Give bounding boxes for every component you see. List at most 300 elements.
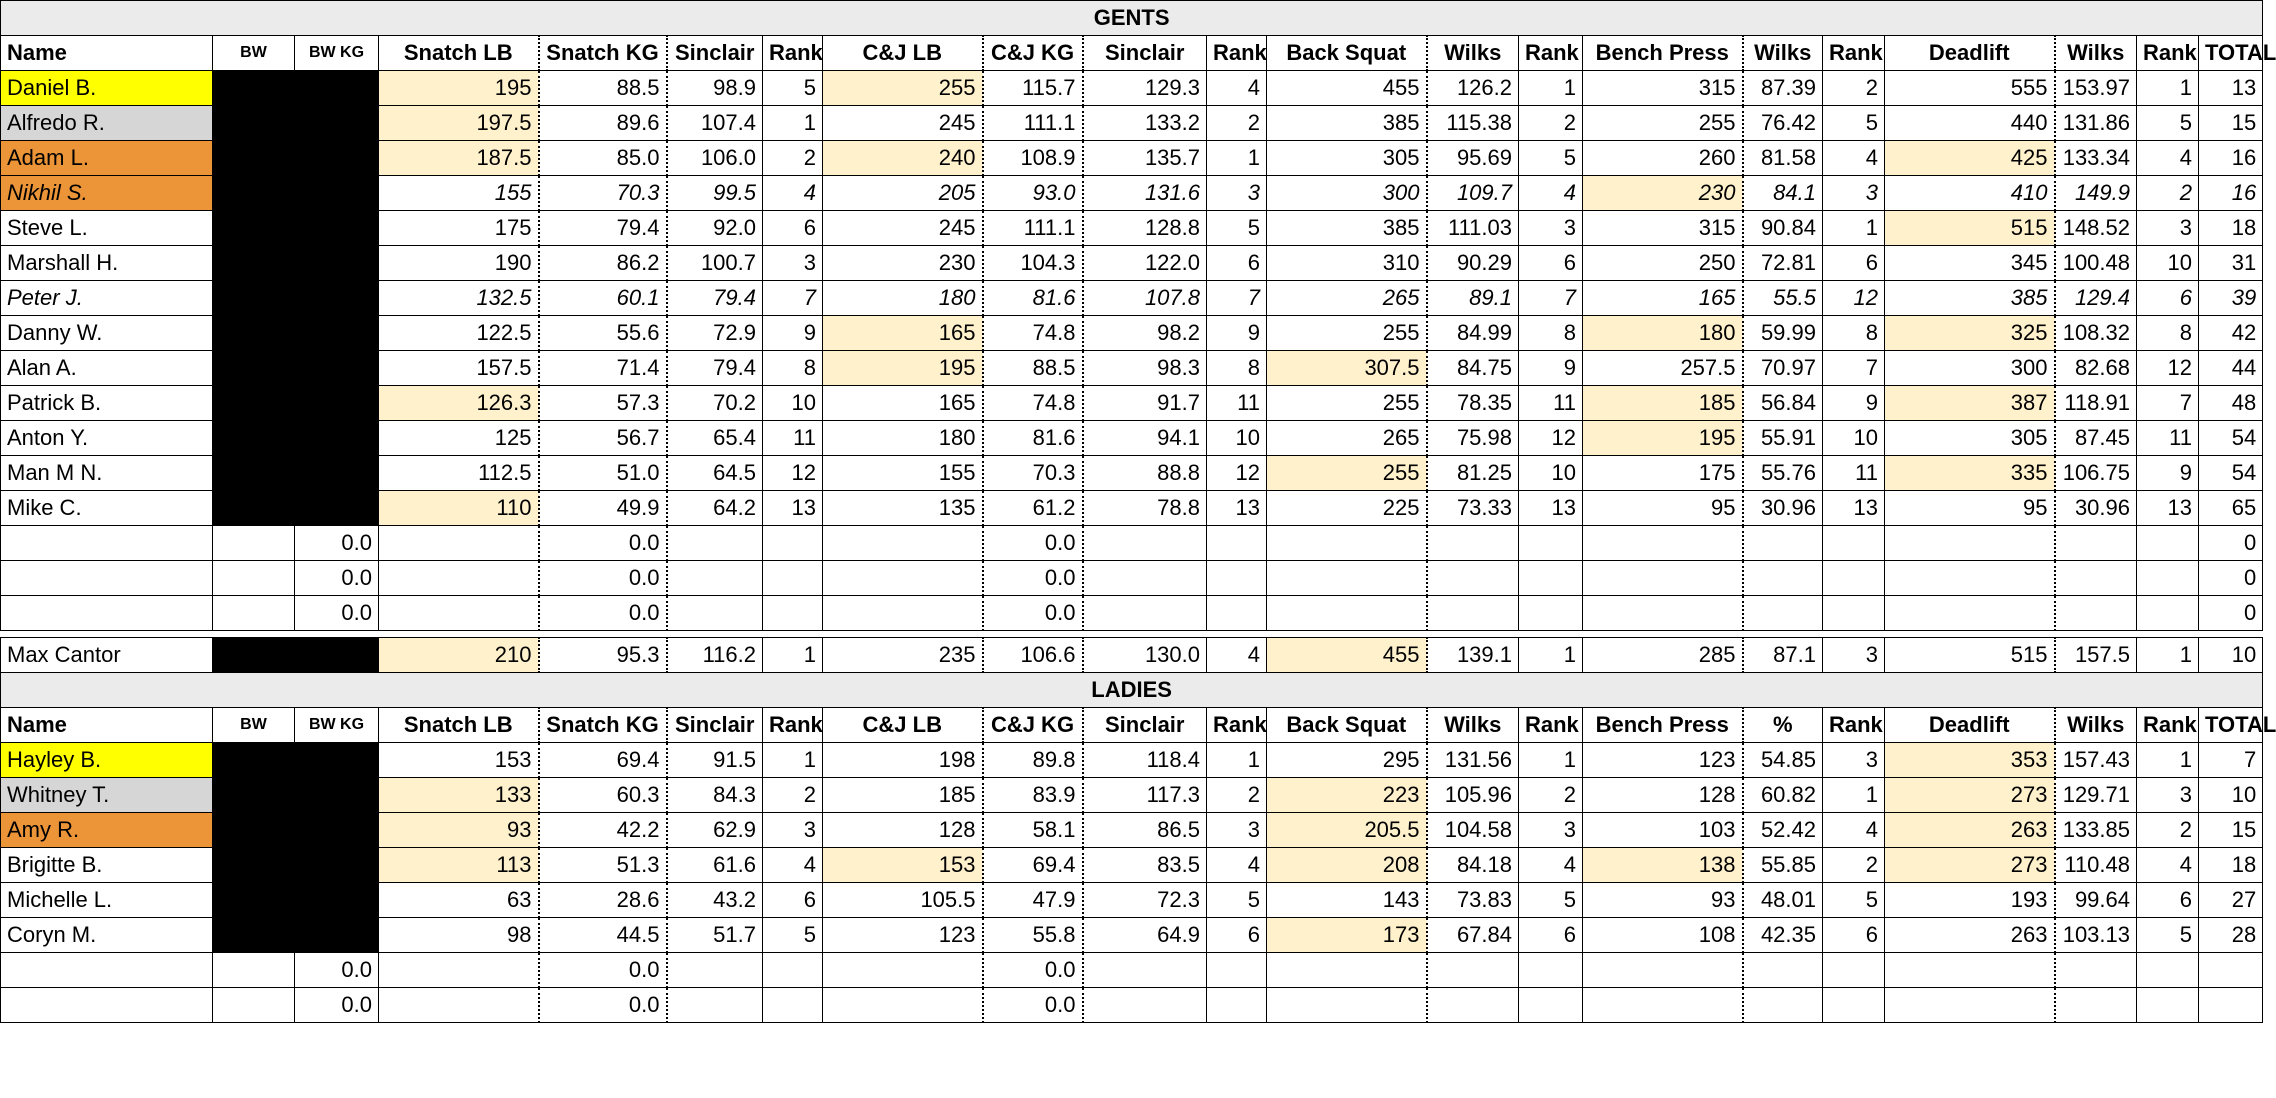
rank-cell[interactable]: 4 (1823, 141, 1885, 176)
rank-cell[interactable] (1519, 561, 1583, 596)
header-rank[interactable]: Rank (1519, 36, 1583, 71)
rank-cell[interactable] (763, 953, 823, 988)
header-deadlift[interactable]: Deadlift (1885, 36, 2055, 71)
athlete-name-cell[interactable]: Daniel B. (1, 71, 213, 106)
back-squat-cell[interactable]: 305 (1267, 141, 1427, 176)
athlete-name-cell[interactable]: Alan A. (1, 351, 213, 386)
redacted-bodyweight-cell[interactable] (213, 491, 295, 526)
bw-kg-cell[interactable]: 0.0 (295, 561, 379, 596)
rank-cell[interactable]: 8 (1519, 316, 1583, 351)
athlete-name-cell[interactable]: Mike C. (1, 491, 213, 526)
wilks-cell[interactable] (2055, 526, 2137, 561)
snatch-kg-cell[interactable]: 89.6 (539, 106, 667, 141)
rank-cell[interactable]: 7 (1519, 281, 1583, 316)
rank-cell[interactable]: 10 (1519, 456, 1583, 491)
rank-cell[interactable]: 1 (763, 106, 823, 141)
back-squat-cell[interactable]: 385 (1267, 211, 1427, 246)
rank-cell[interactable]: 11 (1207, 386, 1267, 421)
bench-press-cell[interactable]: 315 (1583, 211, 1743, 246)
rank-cell[interactable] (2137, 561, 2199, 596)
rank-cell[interactable]: 5 (2137, 106, 2199, 141)
back-squat-cell[interactable]: 300 (1267, 176, 1427, 211)
cj-lb-cell[interactable]: 155 (823, 456, 983, 491)
header-wilks[interactable]: % (1743, 708, 1823, 743)
bw-cell[interactable] (213, 988, 295, 1023)
deadlift-cell[interactable]: 193 (1885, 883, 2055, 918)
athlete-name-cell[interactable]: Man M N. (1, 456, 213, 491)
total-cell[interactable]: 44 (2199, 351, 2263, 386)
sinclair-cell[interactable] (667, 596, 763, 631)
header-rank[interactable]: Rank (1207, 708, 1267, 743)
wilks-cell[interactable]: 139.1 (1427, 638, 1519, 673)
athlete-name-cell[interactable]: Brigitte B. (1, 848, 213, 883)
rank-cell[interactable] (1823, 561, 1885, 596)
total-cell[interactable]: 39 (2199, 281, 2263, 316)
rank-cell[interactable]: 1 (1207, 141, 1267, 176)
total-cell[interactable] (2199, 988, 2263, 1023)
total-cell[interactable] (2199, 953, 2263, 988)
snatch-lb-cell[interactable]: 155 (379, 176, 539, 211)
rank-cell[interactable]: 1 (763, 638, 823, 673)
snatch-lb-cell[interactable]: 153 (379, 743, 539, 778)
bench-press-cell[interactable] (1583, 526, 1743, 561)
athlete-name-cell[interactable]: Hayley B. (1, 743, 213, 778)
bench-press-cell[interactable]: 285 (1583, 638, 1743, 673)
rank-cell[interactable]: 5 (763, 71, 823, 106)
deadlift-cell[interactable]: 273 (1885, 848, 2055, 883)
cj-lb-cell[interactable]: 205 (823, 176, 983, 211)
bench-press-cell[interactable]: 165 (1583, 281, 1743, 316)
rank-cell[interactable]: 11 (1519, 386, 1583, 421)
rank-cell[interactable]: 6 (1519, 246, 1583, 281)
snatch-kg-cell[interactable]: 55.6 (539, 316, 667, 351)
deadlift-cell[interactable]: 555 (1885, 71, 2055, 106)
rank-cell[interactable]: 3 (1823, 176, 1885, 211)
wilks-cell[interactable]: 72.81 (1743, 246, 1823, 281)
header-cj-lb[interactable]: C&J LB (823, 708, 983, 743)
redacted-bodyweight-cell[interactable] (295, 918, 379, 953)
wilks-cell[interactable]: 157.43 (2055, 743, 2137, 778)
rank-cell[interactable] (763, 526, 823, 561)
bench-press-cell[interactable]: 230 (1583, 176, 1743, 211)
back-squat-cell[interactable]: 143 (1267, 883, 1427, 918)
redacted-bodyweight-cell[interactable] (295, 351, 379, 386)
cj-lb-cell[interactable] (823, 561, 983, 596)
rank-cell[interactable]: 4 (1823, 813, 1885, 848)
back-squat-cell[interactable]: 295 (1267, 743, 1427, 778)
snatch-kg-cell[interactable]: 0.0 (539, 526, 667, 561)
wilks-cell[interactable]: 108.32 (2055, 316, 2137, 351)
redacted-bodyweight-cell[interactable] (213, 246, 295, 281)
wilks-cell[interactable]: 149.9 (2055, 176, 2137, 211)
sinclair-cell[interactable]: 72.3 (1083, 883, 1207, 918)
bench-press-cell[interactable]: 315 (1583, 71, 1743, 106)
athlete-name-cell[interactable]: Whitney T. (1, 778, 213, 813)
redacted-bodyweight-cell[interactable] (213, 883, 295, 918)
header-cj-lb[interactable]: C&J LB (823, 36, 983, 71)
wilks-cell[interactable] (1427, 526, 1519, 561)
wilks-cell[interactable]: 84.18 (1427, 848, 1519, 883)
cj-lb-cell[interactable]: 245 (823, 106, 983, 141)
wilks-cell[interactable] (1743, 561, 1823, 596)
bench-press-cell[interactable]: 250 (1583, 246, 1743, 281)
rank-cell[interactable]: 6 (1207, 246, 1267, 281)
sinclair-cell[interactable] (667, 953, 763, 988)
rank-cell[interactable] (1207, 526, 1267, 561)
rank-cell[interactable]: 11 (763, 421, 823, 456)
cj-kg-cell[interactable]: 74.8 (983, 386, 1083, 421)
cj-lb-cell[interactable]: 180 (823, 421, 983, 456)
back-squat-cell[interactable] (1267, 953, 1427, 988)
deadlift-cell[interactable]: 335 (1885, 456, 2055, 491)
wilks-cell[interactable]: 52.42 (1743, 813, 1823, 848)
sinclair-cell[interactable]: 43.2 (667, 883, 763, 918)
rank-cell[interactable]: 6 (763, 211, 823, 246)
back-squat-cell[interactable] (1267, 526, 1427, 561)
wilks-cell[interactable]: 48.01 (1743, 883, 1823, 918)
redacted-bodyweight-cell[interactable] (213, 848, 295, 883)
cj-kg-cell[interactable]: 74.8 (983, 316, 1083, 351)
wilks-cell[interactable] (1427, 988, 1519, 1023)
rank-cell[interactable]: 13 (1823, 491, 1885, 526)
cj-kg-cell[interactable]: 0.0 (983, 596, 1083, 631)
redacted-bodyweight-cell[interactable] (213, 778, 295, 813)
rank-cell[interactable] (1823, 526, 1885, 561)
wilks-cell[interactable]: 157.5 (2055, 638, 2137, 673)
athlete-name-cell[interactable] (1, 953, 213, 988)
cj-lb-cell[interactable]: 165 (823, 316, 983, 351)
snatch-lb-cell[interactable]: 112.5 (379, 456, 539, 491)
wilks-cell[interactable]: 81.25 (1427, 456, 1519, 491)
snatch-kg-cell[interactable]: 51.0 (539, 456, 667, 491)
back-squat-cell[interactable]: 307.5 (1267, 351, 1427, 386)
wilks-cell[interactable] (1427, 561, 1519, 596)
deadlift-cell[interactable]: 353 (1885, 743, 2055, 778)
sinclair-cell[interactable]: 51.7 (667, 918, 763, 953)
header-bench-press[interactable]: Bench Press (1583, 708, 1743, 743)
sinclair-cell[interactable]: 83.5 (1083, 848, 1207, 883)
redacted-bodyweight-cell[interactable] (213, 211, 295, 246)
wilks-cell[interactable]: 67.84 (1427, 918, 1519, 953)
sinclair-cell[interactable]: 65.4 (667, 421, 763, 456)
rank-cell[interactable]: 6 (1823, 246, 1885, 281)
wilks-cell[interactable] (2055, 988, 2137, 1023)
deadlift-cell[interactable]: 300 (1885, 351, 2055, 386)
snatch-kg-cell[interactable]: 44.5 (539, 918, 667, 953)
bench-press-cell[interactable]: 103 (1583, 813, 1743, 848)
rank-cell[interactable] (763, 561, 823, 596)
cj-lb-cell[interactable]: 195 (823, 351, 983, 386)
athlete-name-cell[interactable]: Michelle L. (1, 883, 213, 918)
wilks-cell[interactable]: 104.58 (1427, 813, 1519, 848)
cj-kg-cell[interactable]: 106.6 (983, 638, 1083, 673)
rank-cell[interactable]: 12 (2137, 351, 2199, 386)
deadlift-cell[interactable] (1885, 988, 2055, 1023)
sinclair-cell[interactable]: 98.3 (1083, 351, 1207, 386)
cj-lb-cell[interactable]: 180 (823, 281, 983, 316)
wilks-cell[interactable]: 55.76 (1743, 456, 1823, 491)
redacted-bodyweight-cell[interactable] (213, 351, 295, 386)
redacted-bodyweight-cell[interactable] (295, 176, 379, 211)
wilks-cell[interactable] (1743, 526, 1823, 561)
snatch-lb-cell[interactable]: 98 (379, 918, 539, 953)
rank-cell[interactable]: 2 (1823, 71, 1885, 106)
sinclair-cell[interactable]: 62.9 (667, 813, 763, 848)
total-cell[interactable]: 31 (2199, 246, 2263, 281)
rank-cell[interactable]: 5 (1207, 883, 1267, 918)
bw-cell[interactable] (213, 526, 295, 561)
sinclair-cell[interactable]: 99.5 (667, 176, 763, 211)
header-snatch-kg[interactable]: Snatch KG (539, 36, 667, 71)
athlete-name-cell[interactable]: Danny W. (1, 316, 213, 351)
back-squat-cell[interactable]: 205.5 (1267, 813, 1427, 848)
bench-press-cell[interactable]: 195 (1583, 421, 1743, 456)
snatch-kg-cell[interactable]: 42.2 (539, 813, 667, 848)
sinclair-cell[interactable]: 61.6 (667, 848, 763, 883)
snatch-lb-cell[interactable]: 210 (379, 638, 539, 673)
wilks-cell[interactable]: 87.39 (1743, 71, 1823, 106)
rank-cell[interactable]: 13 (1207, 491, 1267, 526)
rank-cell[interactable]: 3 (763, 813, 823, 848)
rank-cell[interactable] (1519, 596, 1583, 631)
wilks-cell[interactable]: 111.03 (1427, 211, 1519, 246)
rank-cell[interactable]: 8 (1823, 316, 1885, 351)
cj-kg-cell[interactable]: 0.0 (983, 526, 1083, 561)
back-squat-cell[interactable]: 223 (1267, 778, 1427, 813)
rank-cell[interactable] (1207, 561, 1267, 596)
total-cell[interactable]: 10 (2199, 778, 2263, 813)
rank-cell[interactable]: 2 (1207, 778, 1267, 813)
snatch-lb-cell[interactable] (379, 596, 539, 631)
header-sinclair[interactable]: Sinclair (667, 708, 763, 743)
rank-cell[interactable] (1207, 953, 1267, 988)
total-cell[interactable]: 16 (2199, 141, 2263, 176)
header-bw-kg[interactable]: BW KG (295, 36, 379, 71)
rank-cell[interactable] (2137, 526, 2199, 561)
sinclair-cell[interactable]: 79.4 (667, 351, 763, 386)
deadlift-cell[interactable]: 387 (1885, 386, 2055, 421)
deadlift-cell[interactable]: 95 (1885, 491, 2055, 526)
wilks-cell[interactable] (2055, 561, 2137, 596)
cj-kg-cell[interactable]: 61.2 (983, 491, 1083, 526)
rank-cell[interactable]: 6 (1519, 918, 1583, 953)
cj-kg-cell[interactable]: 47.9 (983, 883, 1083, 918)
total-cell[interactable]: 0 (2199, 561, 2263, 596)
header-name[interactable]: Name (1, 708, 213, 743)
rank-cell[interactable]: 1 (1519, 638, 1583, 673)
sinclair-cell[interactable] (667, 526, 763, 561)
wilks-cell[interactable]: 30.96 (1743, 491, 1823, 526)
athlete-name-cell[interactable]: Alfredo R. (1, 106, 213, 141)
wilks-cell[interactable]: 90.84 (1743, 211, 1823, 246)
header-rank[interactable]: Rank (1823, 36, 1885, 71)
rank-cell[interactable]: 1 (1519, 743, 1583, 778)
snatch-lb-cell[interactable] (379, 953, 539, 988)
rank-cell[interactable]: 10 (1207, 421, 1267, 456)
rank-cell[interactable]: 5 (2137, 918, 2199, 953)
header-total[interactable]: TOTAL (2199, 36, 2263, 71)
header-rank[interactable]: Rank (2137, 36, 2199, 71)
rank-cell[interactable]: 1 (763, 743, 823, 778)
total-cell[interactable]: 0 (2199, 526, 2263, 561)
rank-cell[interactable]: 1 (1519, 71, 1583, 106)
athlete-name-cell[interactable]: Max Cantor (1, 638, 213, 673)
total-cell[interactable]: 13 (2199, 71, 2263, 106)
total-cell[interactable]: 65 (2199, 491, 2263, 526)
snatch-kg-cell[interactable]: 86.2 (539, 246, 667, 281)
wilks-cell[interactable]: 55.5 (1743, 281, 1823, 316)
deadlift-cell[interactable]: 515 (1885, 638, 2055, 673)
deadlift-cell[interactable]: 515 (1885, 211, 2055, 246)
bw-cell[interactable] (213, 596, 295, 631)
redacted-bodyweight-cell[interactable] (295, 211, 379, 246)
cj-lb-cell[interactable]: 105.5 (823, 883, 983, 918)
header-bw-kg[interactable]: BW KG (295, 708, 379, 743)
athlete-name-cell[interactable]: Marshall H. (1, 246, 213, 281)
rank-cell[interactable]: 3 (1823, 743, 1885, 778)
total-cell[interactable]: 54 (2199, 456, 2263, 491)
deadlift-cell[interactable]: 305 (1885, 421, 2055, 456)
header-snatch-lb[interactable]: Snatch LB (379, 708, 539, 743)
rank-cell[interactable]: 3 (2137, 211, 2199, 246)
rank-cell[interactable]: 2 (1519, 778, 1583, 813)
wilks-cell[interactable]: 131.86 (2055, 106, 2137, 141)
snatch-lb-cell[interactable]: 175 (379, 211, 539, 246)
cj-kg-cell[interactable]: 0.0 (983, 988, 1083, 1023)
wilks-cell[interactable]: 73.33 (1427, 491, 1519, 526)
cj-kg-cell[interactable]: 69.4 (983, 848, 1083, 883)
deadlift-cell[interactable]: 345 (1885, 246, 2055, 281)
sinclair-cell[interactable] (1083, 596, 1207, 631)
bw-kg-cell[interactable]: 0.0 (295, 953, 379, 988)
back-squat-cell[interactable]: 173 (1267, 918, 1427, 953)
rank-cell[interactable]: 3 (1823, 638, 1885, 673)
snatch-lb-cell[interactable]: 132.5 (379, 281, 539, 316)
snatch-kg-cell[interactable]: 51.3 (539, 848, 667, 883)
wilks-cell[interactable]: 55.85 (1743, 848, 1823, 883)
cj-lb-cell[interactable]: 235 (823, 638, 983, 673)
header-deadlift[interactable]: Deadlift (1885, 708, 2055, 743)
wilks-cell[interactable]: 129.4 (2055, 281, 2137, 316)
bench-press-cell[interactable]: 260 (1583, 141, 1743, 176)
redacted-bodyweight-cell[interactable] (295, 456, 379, 491)
rank-cell[interactable]: 1 (2137, 743, 2199, 778)
bench-press-cell[interactable] (1583, 988, 1743, 1023)
snatch-kg-cell[interactable]: 0.0 (539, 561, 667, 596)
athlete-name-cell[interactable] (1, 988, 213, 1023)
bench-press-cell[interactable]: 175 (1583, 456, 1743, 491)
total-cell[interactable]: 27 (2199, 883, 2263, 918)
rank-cell[interactable]: 4 (763, 848, 823, 883)
cj-lb-cell[interactable] (823, 596, 983, 631)
deadlift-cell[interactable] (1885, 526, 2055, 561)
rank-cell[interactable] (2137, 596, 2199, 631)
sinclair-cell[interactable]: 91.7 (1083, 386, 1207, 421)
rank-cell[interactable]: 7 (1823, 351, 1885, 386)
header-cj-kg[interactable]: C&J KG (983, 708, 1083, 743)
back-squat-cell[interactable]: 255 (1267, 456, 1427, 491)
redacted-bodyweight-cell[interactable] (295, 778, 379, 813)
back-squat-cell[interactable]: 255 (1267, 386, 1427, 421)
snatch-kg-cell[interactable]: 60.3 (539, 778, 667, 813)
redacted-bodyweight-cell[interactable] (213, 71, 295, 106)
back-squat-cell[interactable] (1267, 988, 1427, 1023)
redacted-bodyweight-cell[interactable] (295, 71, 379, 106)
snatch-lb-cell[interactable]: 63 (379, 883, 539, 918)
redacted-bodyweight-cell[interactable] (213, 421, 295, 456)
athlete-name-cell[interactable]: Patrick B. (1, 386, 213, 421)
snatch-kg-cell[interactable]: 56.7 (539, 421, 667, 456)
wilks-cell[interactable]: 95.69 (1427, 141, 1519, 176)
header-rank[interactable]: Rank (2137, 708, 2199, 743)
rank-cell[interactable]: 9 (1207, 316, 1267, 351)
snatch-lb-cell[interactable] (379, 561, 539, 596)
back-squat-cell[interactable]: 265 (1267, 281, 1427, 316)
rank-cell[interactable]: 3 (1519, 211, 1583, 246)
deadlift-cell[interactable] (1885, 596, 2055, 631)
header-wilks[interactable]: Wilks (1427, 36, 1519, 71)
sinclair-cell[interactable]: 135.7 (1083, 141, 1207, 176)
snatch-lb-cell[interactable]: 190 (379, 246, 539, 281)
athlete-name-cell[interactable] (1, 526, 213, 561)
deadlift-cell[interactable]: 410 (1885, 176, 2055, 211)
rank-cell[interactable]: 9 (1823, 386, 1885, 421)
cj-kg-cell[interactable]: 0.0 (983, 953, 1083, 988)
bench-press-cell[interactable]: 123 (1583, 743, 1743, 778)
sinclair-cell[interactable]: 107.4 (667, 106, 763, 141)
cj-lb-cell[interactable]: 230 (823, 246, 983, 281)
snatch-kg-cell[interactable]: 71.4 (539, 351, 667, 386)
wilks-cell[interactable] (2055, 596, 2137, 631)
redacted-bodyweight-cell[interactable] (213, 918, 295, 953)
header-sinclair[interactable]: Sinclair (667, 36, 763, 71)
cj-lb-cell[interactable]: 240 (823, 141, 983, 176)
rank-cell[interactable]: 4 (1207, 638, 1267, 673)
wilks-cell[interactable]: 106.75 (2055, 456, 2137, 491)
bench-press-cell[interactable]: 257.5 (1583, 351, 1743, 386)
rank-cell[interactable]: 7 (1207, 281, 1267, 316)
snatch-lb-cell[interactable]: 93 (379, 813, 539, 848)
rank-cell[interactable]: 11 (2137, 421, 2199, 456)
header-wilks[interactable]: Wilks (1427, 708, 1519, 743)
redacted-bodyweight-cell[interactable] (213, 743, 295, 778)
deadlift-cell[interactable]: 273 (1885, 778, 2055, 813)
wilks-cell[interactable]: 82.68 (2055, 351, 2137, 386)
snatch-kg-cell[interactable]: 0.0 (539, 953, 667, 988)
redacted-bodyweight-cell[interactable] (213, 386, 295, 421)
cj-kg-cell[interactable]: 55.8 (983, 918, 1083, 953)
rank-cell[interactable]: 4 (1519, 848, 1583, 883)
snatch-lb-cell[interactable] (379, 988, 539, 1023)
rank-cell[interactable]: 4 (2137, 848, 2199, 883)
wilks-cell[interactable] (1427, 596, 1519, 631)
redacted-bodyweight-cell[interactable] (213, 141, 295, 176)
athlete-name-cell[interactable]: Peter J. (1, 281, 213, 316)
rank-cell[interactable]: 5 (1823, 106, 1885, 141)
snatch-lb-cell[interactable]: 157.5 (379, 351, 539, 386)
deadlift-cell[interactable] (1885, 953, 2055, 988)
snatch-lb-cell[interactable]: 125 (379, 421, 539, 456)
sinclair-cell[interactable]: 79.4 (667, 281, 763, 316)
wilks-cell[interactable] (1743, 988, 1823, 1023)
rank-cell[interactable]: 8 (1207, 351, 1267, 386)
header-bench-press[interactable]: Bench Press (1583, 36, 1743, 71)
back-squat-cell[interactable] (1267, 596, 1427, 631)
sinclair-cell[interactable]: 70.2 (667, 386, 763, 421)
cj-kg-cell[interactable]: 111.1 (983, 106, 1083, 141)
rank-cell[interactable]: 13 (2137, 491, 2199, 526)
rank-cell[interactable]: 2 (1207, 106, 1267, 141)
